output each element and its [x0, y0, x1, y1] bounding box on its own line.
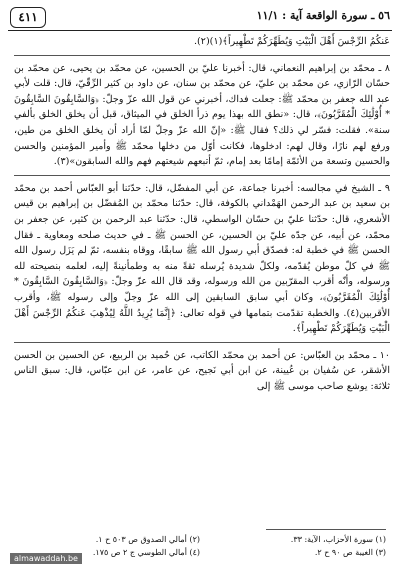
footnote-3: (٣) الغيبة ص ٩٠ ح ٢.: [314, 547, 386, 557]
footnote-separator: [266, 529, 386, 530]
divider: [14, 175, 390, 176]
footnote-1: (١) سورة الأحزاب، الآية: ٣٣.: [290, 535, 386, 544]
hadith-10: ١٠ ـ محمّد بن العبّاس: عن أحمد بن محمّد الكاتب، عن حُميد بن الربيع، عن الحسين بن الحسن الأشقر، عن سُفيان بن عُيينة، عن ابن أبي نَجيح، عن عامر، عن ابن عبّاس، قال: سبق الناس ثلاثة: يوشع صاحب موسى ﷺ إلى: [14, 349, 390, 392]
hadith-8: ٨ ـ محمّد بن إبراهيم النعماني، قال: أخبرنا عليّ بن الحسين، عن محمّد بن يحيى، عن محمّد بن حسّان الرّازي، عن محمّد بن عليّ، عن محمّد بن سنان، عن داود بن كثير الرِّقّيّ، قال: قلت لأبي عبد الله جعفر بن محمّد ﷺ: جعلت فداك، أخبرني عن قول الله عزّ وجلّ: ﴿وَالسَّابِقُونَ السَّابِقُونَ * أُوْلَٰئِكَ الْمُقَرَّبُونَ﴾، قال: «نطق الله بهذا يوم ذرأ الخلق في الميثاق، قبل أن يخلق الخلق بألفي سنة». فقلت: فسّر لي ذلك؟ فقال ﷺ: «إنّ الله عزّ وجلّ لمّا أراد أن يخلق الخلق من طين، ورفع لهم نارًا، وقال لهم: ادخلوها، فكانت أوّل من دخلها محمّد ﷺ وأمير المؤمنين والحسن والحسين وتسعة من الأئمّة إمامًا بعد إمام، ثمّ أتبعهم شيعتهم فهم والله السابقون»(٣).: [14, 62, 390, 168]
page-header: [8, 6, 392, 31]
divider: [14, 342, 390, 343]
divider: [14, 55, 390, 56]
footnote-row: [14, 534, 386, 547]
book-page: [8, 6, 392, 574]
watermark: almawaddah.be: [10, 553, 82, 564]
hadith-9: ٩ ـ الشيخ في مجالسه: أخبرنا جماعة، عن أبي المفضّل، قال: حدّثنا أبو العبّاس أحمد بن محمّد بن سعيد بن عبد الرحمن الهَمْداني بالكوفة، قال: حدّثنا محمّد بن المُفضّل بن إبراهيم بن قيس الأشعري، قال: حدّثنا عليّ بن حسّان الواسطي، قال: حدّثنا عبد الرحمن بن كثير، عن جعفر بن محمّد، عن أبيه، عن جدّه عليّ بن الحسين، عن الحسن ﷺ ـ في حديث صلحه ومعاوية ـ فقال الحسن ﷺ في خطبة له: فصدّق أبي رسول الله ﷺ سابقًا، ووقاه بنفسه، ثمّ لم يَزَل رسول الله ﷺ في كلّ موطن يُقدّمه، ولكلّ شديدة يُرسله ثقةً منه به وطمأنينةً إليه، لعلمه بنصيحته لله ورسوله، وأنّه أقرب المقرّبين من الله ورسوله، وقد قال الله عزّ وجلّ: ﴿وَالسَّابِقُونَ السَّابِقُونَ * أُوْلَٰئِكَ الْمُقَرَّبُونَ﴾، وكان أبي سابق السابقين إلى الله عزّ وجلّ وإلى رسوله ﷺ، وأقرب الأقربين(٤). والخطبة تقدّمت بتمامها في قوله تعالى: ﴿إِنَّمَا يُرِيدُ اللَّهُ لِيُذْهِبَ عَنكُمُ الرِّجْسَ أَهْلَ الْبَيْتِ وَيُطَهِّرَكُمْ تَطْهِيراً﴾.: [14, 182, 390, 335]
footnote-4: (٤) أمالي الطوسي ج ٢ ص ١٧٥.: [92, 547, 200, 557]
footnote-2: (٢) أمالي الصدوق ص ٥٠٣ ح ١.: [95, 535, 200, 544]
page-body: [14, 34, 390, 394]
paragraph-continuation: عَنكُمُ الرِّجْسَ أَهْلَ الْبَيْتِ وَيُطَهِّرَكُمْ تَطْهِيراً﴾(١)(٢).: [193, 36, 390, 47]
running-title: ٥٦ ـ سورة الواقعة آية : ١١/١: [256, 9, 390, 22]
page-number: ٤١١: [10, 7, 46, 28]
